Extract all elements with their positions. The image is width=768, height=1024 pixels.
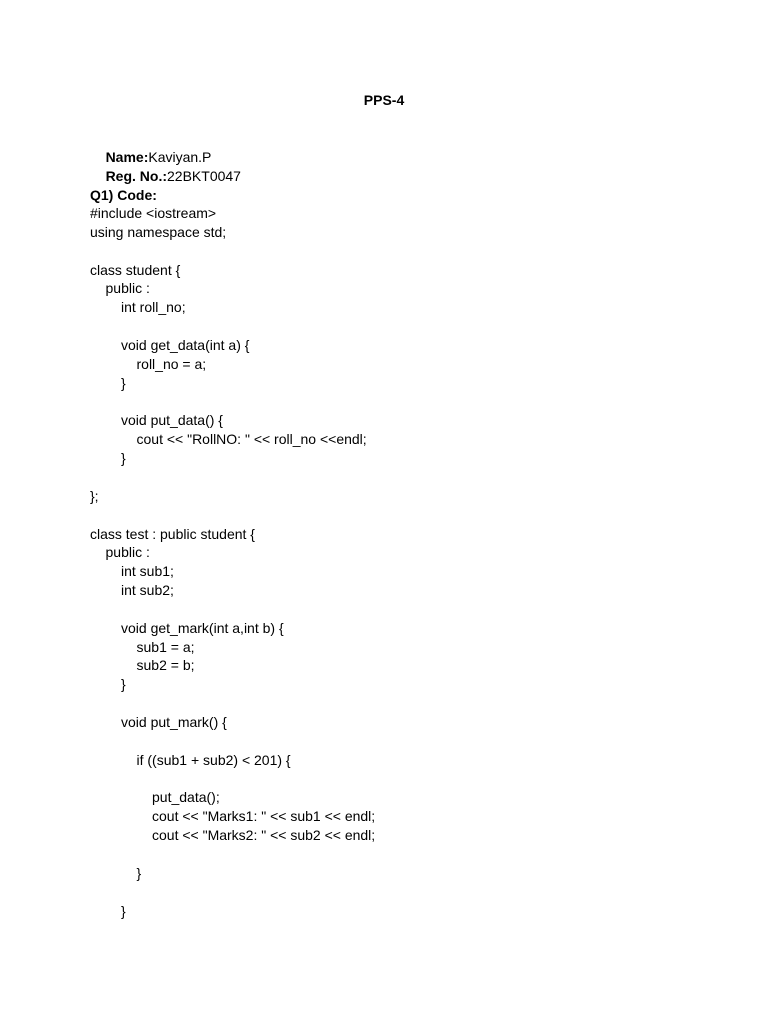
code-line: roll_no = a; (136, 355, 207, 372)
name-label: Name: (105, 149, 149, 165)
name-value: Kaviyan.P (148, 149, 212, 165)
code-line: public : (105, 280, 150, 297)
question-heading: Q1) Code: (90, 187, 157, 203)
code-line: sub2 = b; (136, 657, 195, 674)
code-line: void get_mark(int a,int b) { (121, 619, 284, 636)
code-line: if ((sub1 + sub2) < 201) { (136, 751, 291, 768)
code-line: void get_data(int a) { (121, 337, 250, 353)
code-line: int roll_no; (121, 299, 186, 316)
code-line: } (121, 450, 126, 467)
code-line: sub1 = a; (136, 638, 195, 655)
code-line: } (136, 864, 142, 881)
code-line: int sub1; (121, 563, 174, 580)
document-title: PPS-4 (363, 92, 405, 108)
code-line: public : (105, 544, 150, 561)
code-line: put_data(); (152, 789, 220, 806)
code-line: using namespace std; (90, 223, 227, 240)
code-line: cout << "Marks2: " << sub2 << endl; (152, 827, 376, 844)
code-line: #include <iostream> (90, 205, 217, 221)
code-line: cout << "Marks1: " << sub1 << endl; (152, 808, 376, 825)
code-line: void put_data() { (121, 412, 223, 429)
code-line: class test : public student { (90, 525, 255, 542)
code-line: }; (90, 487, 99, 504)
reg-value: 22BKT0047 (167, 168, 241, 184)
code-line: class student { (90, 261, 181, 278)
code-line: } (121, 374, 126, 391)
reg-label: Reg. No.: (105, 168, 168, 184)
code-line: int sub2; (121, 582, 174, 598)
code-line: } (121, 676, 126, 693)
code-line: cout << "RollNO: " << roll_no <<endl; (136, 431, 367, 448)
code-line: void put_mark() { (121, 714, 227, 730)
code-line: } (121, 902, 126, 919)
